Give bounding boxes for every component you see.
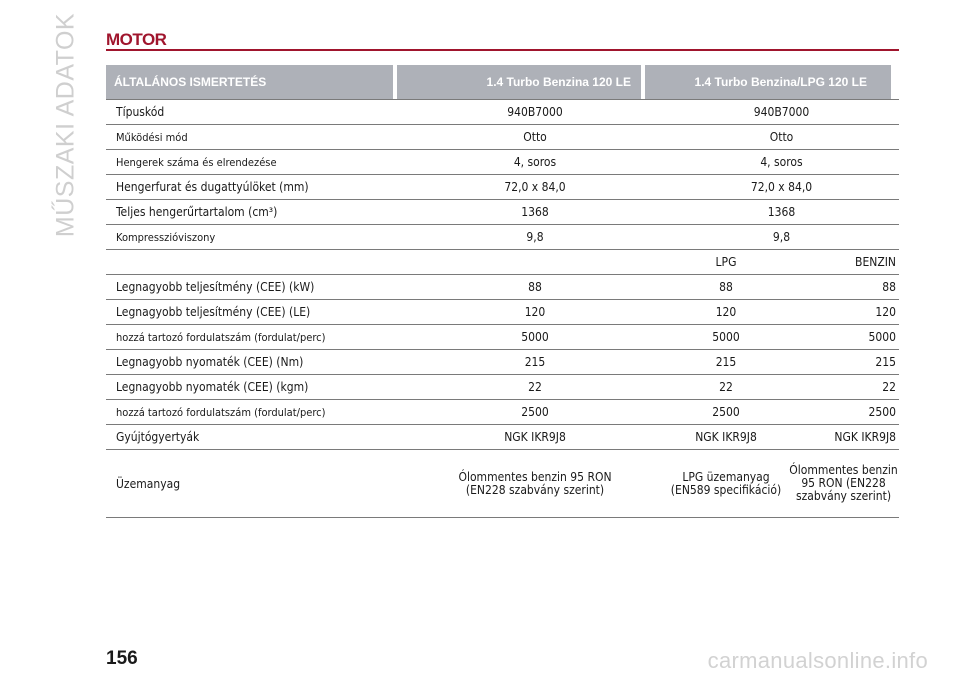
engine-spec-table	[106, 65, 899, 518]
table-row	[106, 400, 899, 425]
row-value-petrol-mode: Ólommentes benzin 95 RON (EN228 szabvány szerint)	[789, 463, 898, 503]
section-title: MOTOR	[106, 30, 167, 49]
row-value-lpg-mode: 22	[719, 380, 733, 394]
table-row	[106, 225, 899, 250]
row-value-petrol: NGK IKR9J8	[504, 430, 566, 444]
row-value-lpg-mode: NGK IKR9J8	[695, 430, 757, 444]
row-value-petrol-mode: 215	[875, 355, 896, 369]
row-label: Teljes hengerűrtartalom (cm³)	[116, 205, 278, 219]
section-rule	[106, 49, 899, 51]
row-value-lpg: 9,8	[772, 230, 791, 244]
row-value-lpg: 4, soros	[760, 155, 803, 169]
table-row	[106, 99, 899, 125]
table-row	[106, 325, 899, 350]
table-row-fuel	[106, 450, 899, 518]
row-value-petrol: 72,0 x 84,0	[504, 180, 566, 194]
table-row	[106, 375, 899, 400]
row-value-lpg: 940B7000	[753, 105, 810, 119]
subheader-petrol: BENZIN	[855, 255, 896, 269]
row-value-petrol: 2500	[521, 405, 549, 419]
row-label: Legnagyobb teljesítmény (CEE) (LE)	[116, 305, 311, 319]
row-value-lpg-mode: 120	[715, 305, 737, 319]
row-value-petrol: 120	[524, 305, 546, 319]
row-value-petrol: 1368	[521, 205, 549, 219]
row-value-petrol: Otto	[523, 130, 547, 144]
page-number: 156	[106, 648, 138, 669]
row-value-petrol-mode: NGK IKR9J8	[834, 430, 896, 444]
row-label: Működési mód	[116, 130, 188, 144]
row-value-petrol-mode: 120	[875, 305, 896, 319]
row-value-petrol: 9,8	[526, 230, 544, 244]
row-label: Típuskód	[116, 105, 165, 119]
row-value-petrol: Ólommentes benzin 95 RON (EN228 szabvány szerint)	[458, 469, 612, 497]
row-label: Hengerfurat és dugattyúlöket (mm)	[116, 180, 309, 194]
row-label: Kompresszióviszony	[116, 230, 216, 244]
side-section-title-text: MŰSZAKI ADATOK	[51, 12, 80, 238]
row-value-lpg-mode: 2500	[712, 405, 740, 419]
table-row	[106, 200, 899, 225]
header-engine-petrol: 1.4 Turbo Benzina 120 LE	[397, 65, 641, 99]
subheader-lpg: LPG	[715, 255, 737, 269]
row-value-petrol: 5000	[521, 330, 549, 344]
table-row	[106, 350, 899, 375]
row-value-petrol-mode: 5000	[868, 330, 896, 344]
row-label: hozzá tartozó fordulatszám (fordulat/perc)	[116, 405, 326, 419]
row-label: Legnagyobb nyomaték (CEE) (Nm)	[116, 355, 304, 369]
row-value-petrol: 4, soros	[513, 155, 557, 169]
row-label: Üzemanyag	[116, 476, 181, 491]
row-value-lpg: 1368	[767, 205, 796, 219]
side-section-title	[48, 12, 84, 238]
row-value-petrol: 940B7000	[507, 105, 563, 119]
row-label: Legnagyobb teljesítmény (CEE) (kW)	[116, 280, 315, 294]
table-row	[106, 275, 899, 300]
table-row	[106, 300, 899, 325]
row-label: Hengerek száma és elrendezése	[116, 155, 277, 169]
row-value-petrol-mode: 2500	[868, 405, 896, 419]
row-value-petrol: 22	[528, 380, 542, 394]
row-value-lpg-mode: 215	[715, 355, 737, 369]
row-value-lpg: Otto	[769, 130, 794, 144]
row-value-petrol: 88	[528, 280, 542, 294]
row-value-petrol-mode: 22	[882, 380, 896, 394]
row-value-petrol-mode: 88	[882, 280, 896, 294]
row-value-lpg-mode: LPG üzemanyag (EN589 specifikáció)	[670, 469, 782, 497]
row-value-lpg-mode: 88	[719, 280, 733, 294]
row-label: hozzá tartozó fordulatszám (fordulat/perc)	[116, 330, 326, 344]
row-value-petrol: 215	[524, 355, 546, 369]
table-row	[106, 150, 899, 175]
table-header	[106, 65, 899, 99]
table-row	[106, 125, 899, 150]
header-general: ÁLTALÁNOS ISMERTETÉS	[106, 65, 393, 99]
row-value-lpg-mode: 5000	[712, 330, 740, 344]
header-engine-lpg: 1.4 Turbo Benzina/LPG 120 LE	[645, 65, 891, 99]
row-label: Gyújtógyertyák	[116, 430, 200, 444]
row-label: Legnagyobb nyomaték (CEE) (kgm)	[116, 380, 309, 394]
table-row	[106, 175, 899, 200]
watermark: carmanualsonline.info	[707, 648, 928, 673]
row-value-lpg: 72,0 x 84,0	[750, 180, 813, 194]
table-row	[106, 425, 899, 450]
table-subheader-row	[106, 250, 899, 275]
